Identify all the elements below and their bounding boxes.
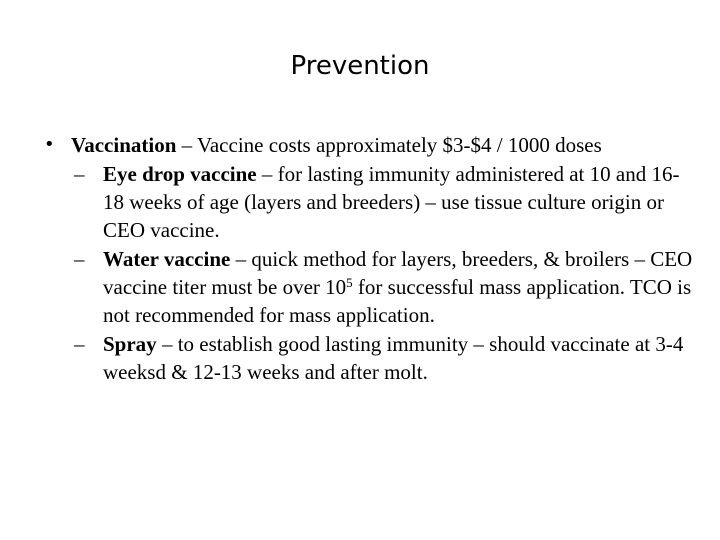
bullet-marker: • <box>44 134 55 155</box>
sub-bullet-term: Spray <box>103 332 157 356</box>
bullet-term: Vaccination <box>71 133 177 157</box>
sub-bullet-text: – quick method for layers, breeders, & broilers – CEO vaccine titer must be over 10 <box>103 247 693 299</box>
bullet-vaccination <box>0 131 671 159</box>
sub-bullet-eye-drop <box>0 160 693 244</box>
sub-bullet-term: Water vaccine <box>103 247 231 271</box>
sub-bullet-text-continued: for successful mass application. TCO is not recommended for mass application. <box>103 275 692 327</box>
sub-bullet-term: Eye drop vaccine <box>103 162 257 186</box>
sub-bullet-marker: – <box>74 162 85 186</box>
slide-title: Prevention <box>290 51 430 81</box>
sub-bullet-water <box>0 245 693 329</box>
sub-bullet-marker: – <box>74 247 85 271</box>
bullet-text: – Vaccine costs approximately $3-$4 / 1000 doses <box>176 133 602 157</box>
superscript-exponent: 5 <box>346 275 353 290</box>
sub-bullet-marker: – <box>74 332 85 356</box>
sub-bullet-spray <box>0 330 693 386</box>
sub-bullet-text: – for lasting immunity administered at 10 and 16-18 weeks of age (layers and breeders) – use tissue culture origin or CEO vaccine. <box>103 162 680 242</box>
slide-content <box>0 131 720 386</box>
sub-bullet-text: – to establish good lasting immunity – should vaccinate at 3-4 weeksd & 12-13 weeks and after molt. <box>103 332 684 384</box>
